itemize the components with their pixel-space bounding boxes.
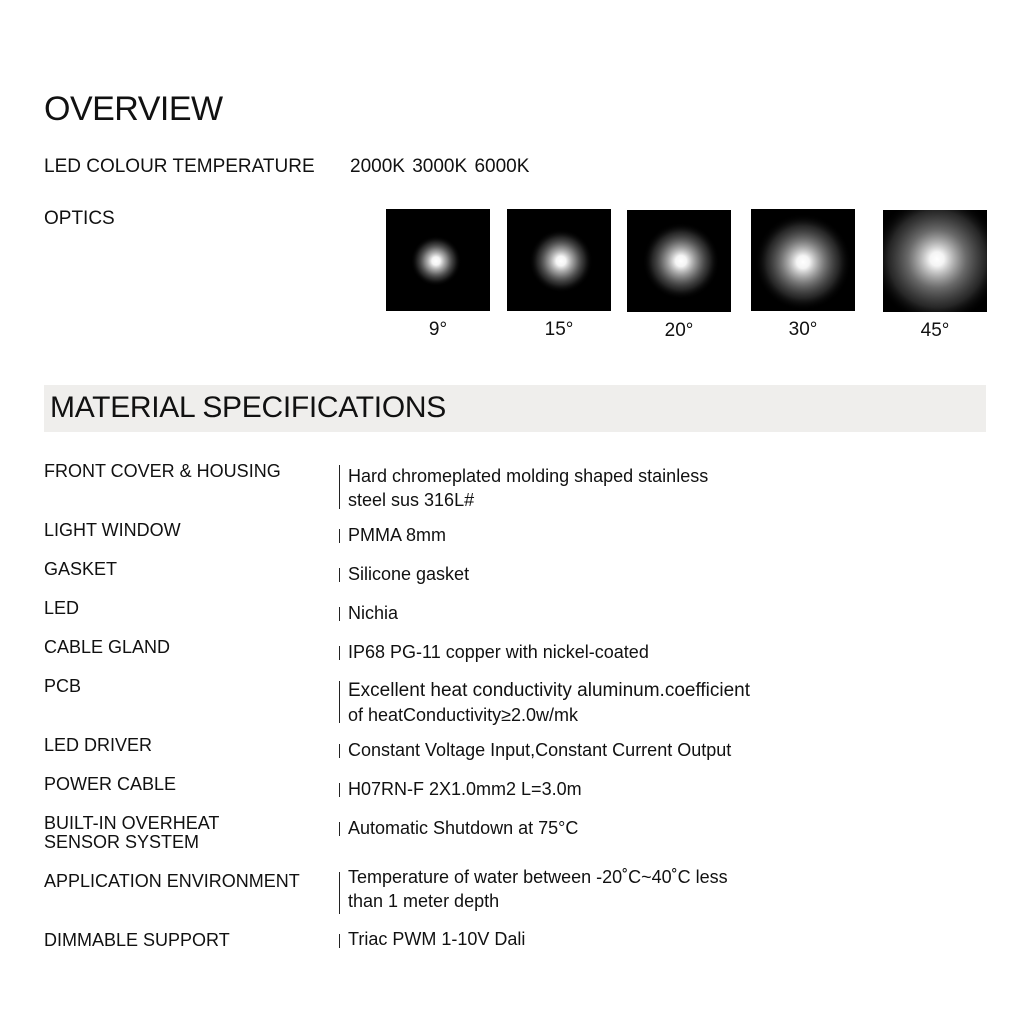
spec-label: POWER CABLE xyxy=(44,774,177,794)
beam-spot-svg xyxy=(507,209,611,311)
spec-label-line: SENSOR SYSTEM xyxy=(44,832,200,852)
beam-light-spot xyxy=(529,229,593,293)
beam-photo xyxy=(507,209,611,311)
beam-angle-label: 20° xyxy=(664,320,694,341)
beam-spot-svg xyxy=(386,209,490,311)
beam-45deg xyxy=(883,210,987,342)
spec-label: APPLICATION ENVIRONMENT xyxy=(44,871,300,891)
spec-divider xyxy=(339,744,340,758)
spec-divider xyxy=(339,607,340,621)
spec-label: DIMMABLE SUPPORT xyxy=(44,930,230,950)
spec-divider xyxy=(339,783,340,797)
spec-label: FRONT COVER & HOUSING xyxy=(44,461,281,481)
spec-label-line: BUILT-IN OVERHEAT xyxy=(44,813,220,833)
beam-30deg xyxy=(751,209,855,341)
spec-value: IP68 PG-11 copper with nickel-coated xyxy=(348,642,649,662)
spec-label: PCB xyxy=(44,676,82,696)
spec-divider xyxy=(339,934,340,948)
beam-spot-svg xyxy=(627,210,731,312)
overview-title: OVERVIEW xyxy=(44,90,223,128)
spec-value xyxy=(348,865,868,913)
spec-label xyxy=(44,814,324,852)
material-specifications-header xyxy=(44,385,986,432)
optics-label: OPTICS xyxy=(44,208,115,229)
spec-label: LIGHT WINDOW xyxy=(44,520,181,540)
spec-value xyxy=(348,679,868,727)
spec-value: Silicone gasket xyxy=(348,564,470,584)
spec-divider xyxy=(339,822,340,836)
spec-divider xyxy=(339,646,340,660)
spec-value: H07RN-F 2X1.0mm2 L=3.0m xyxy=(348,779,582,799)
beam-angle-label: 45° xyxy=(920,320,950,341)
spec-label: LED xyxy=(44,598,80,618)
spec-divider xyxy=(339,681,340,723)
spec-divider xyxy=(339,465,340,509)
beam-angle-label: 9° xyxy=(428,319,448,340)
beam-angle-label: 15° xyxy=(544,319,574,340)
spec-value: Nichia xyxy=(348,603,399,623)
spec-value-line: than 1 meter depth xyxy=(348,891,500,911)
beam-light-spot xyxy=(643,223,720,300)
beam-spot-svg xyxy=(751,209,855,311)
spec-divider xyxy=(339,529,340,543)
colour-temperature-values: 2000K 3000K 6000K xyxy=(350,156,530,177)
spec-value xyxy=(348,464,868,512)
spec-value: PMMA 8mm xyxy=(348,525,447,545)
beam-spot-svg xyxy=(883,210,987,312)
spec-label: LED DRIVER xyxy=(44,735,153,755)
spec-value-line: Temperature of water between -20˚C~40˚C less xyxy=(348,867,728,887)
beam-photo xyxy=(751,209,855,311)
beam-angle-label: 30° xyxy=(788,319,818,340)
beam-photo xyxy=(627,210,731,312)
spec-value-line: steel sus 316L# xyxy=(348,490,475,510)
beam-photo xyxy=(386,209,490,311)
spec-divider xyxy=(339,872,340,914)
beam-light-spot xyxy=(411,236,461,286)
spec-value: Automatic Shutdown at 75°C xyxy=(348,818,579,838)
beam-15deg xyxy=(507,209,611,341)
spec-value: Constant Voltage Input,Constant Current Output xyxy=(348,740,732,760)
spec-value-line: of heatConductivity≥2.0w/mk xyxy=(348,705,578,725)
beam-20deg xyxy=(627,210,731,342)
spec-value: Triac PWM 1-10V Dali xyxy=(348,929,526,949)
spec-value-line: Excellent heat conductivity aluminum.coefficient xyxy=(348,680,751,701)
beam-light-spot xyxy=(755,214,852,311)
spec-label: GASKET xyxy=(44,559,118,579)
beam-light-spot xyxy=(883,210,987,312)
spec-value-line: Hard chromeplated molding shaped stainless xyxy=(348,466,709,486)
spec-divider xyxy=(339,568,340,582)
beam-photo xyxy=(883,210,987,312)
spec-label: CABLE GLAND xyxy=(44,637,171,657)
colour-temperature-label: LED COLOUR TEMPERATURE xyxy=(44,156,315,177)
beam-9deg xyxy=(386,209,490,341)
material-specifications-title: MATERIAL SPECIFICATIONS xyxy=(50,391,446,424)
